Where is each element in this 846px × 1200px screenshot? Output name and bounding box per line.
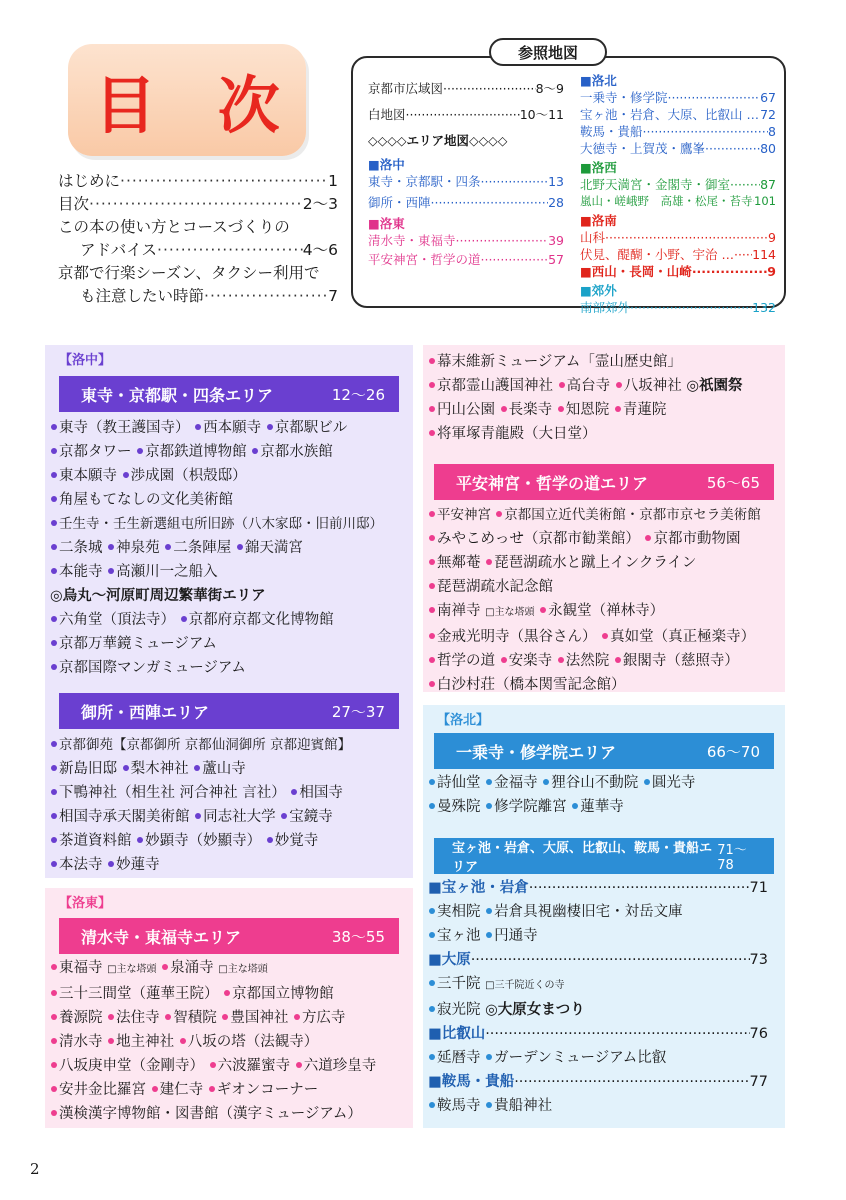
area-bar-toji[interactable] bbox=[59, 376, 399, 412]
area-name: 清水寺・東福寺エリア bbox=[81, 927, 242, 947]
area-items-heian bbox=[428, 503, 784, 697]
page-title: 目 次 bbox=[94, 68, 300, 142]
list-item: 本法寺 妙蓮寺 bbox=[50, 853, 410, 877]
ref-item[interactable]: 平安神宮・哲学の道 ····· 57 bbox=[368, 251, 564, 268]
list-item: 新島旧邸 梨木神社 蘆山寺 bbox=[50, 757, 410, 781]
ref-item[interactable]: 御所・西陣 ····· 28 bbox=[368, 194, 564, 211]
list-item: 下鴨神社（相生社 河合神社 言社） 相国寺 bbox=[50, 781, 410, 805]
list-item: 三十三間堂（蓮華王院） 京都国立博物館 bbox=[50, 982, 410, 1006]
ref-item[interactable]: 北野天満宮・金閣寺・御室 ····· 87 bbox=[580, 176, 776, 193]
ref-item[interactable]: 山科 ····· 9 bbox=[580, 229, 776, 246]
list-item: 三千院 □三千院近くの寺 bbox=[428, 972, 768, 998]
area-range: 38～55 bbox=[331, 927, 385, 946]
list-item: 白沙村荘（橋本関雪記念館） bbox=[428, 673, 784, 697]
area-items-takaragaike bbox=[428, 876, 768, 1118]
area-items-gosho bbox=[50, 733, 410, 877]
area-bar-gosho[interactable] bbox=[59, 693, 399, 729]
subarea-heading[interactable]: ■宝ヶ池・岩倉 ····· 71 bbox=[428, 876, 768, 900]
list-item: 養源院 法住寺 智積院 豊国神社 方広寺 bbox=[50, 1006, 410, 1030]
list-item: 二条城 神泉苑 二条陣屋 錦天満宮 bbox=[50, 536, 410, 560]
list-item: 平安神宮 京都国立近代美術館・京都市京セラ美術館 bbox=[428, 503, 784, 527]
ref-item[interactable]: 一乗寺・修学院 ····· 67 bbox=[580, 89, 776, 106]
ref-item[interactable]: 大徳寺・上賀茂・鷹峯 ····· 80 bbox=[580, 140, 776, 157]
area-bar-takaragaike[interactable] bbox=[434, 838, 774, 874]
list-item: 京都タワー 京都鉄道博物館 京都水族館 bbox=[50, 440, 410, 464]
area-bar-heian[interactable] bbox=[434, 464, 774, 500]
toc-item[interactable]: アドバイス ····· 4～6 bbox=[58, 239, 338, 262]
ref-item[interactable]: 宝ヶ池・岩倉、大原、比叡山 … ····· 72 bbox=[580, 106, 776, 123]
area-bar-kiyomizu[interactable] bbox=[59, 918, 399, 954]
ref-item[interactable]: 東寺・京都駅・四条 ····· 13 bbox=[368, 173, 564, 190]
area-range: 56～65 bbox=[706, 473, 760, 492]
page-number: 2 bbox=[30, 1160, 40, 1178]
list-item: 実相院 岩倉具視幽棲旧宅・対岳文庫 bbox=[428, 900, 768, 924]
ref-item[interactable]: 清水寺・東福寺 ····· 39 bbox=[368, 232, 564, 249]
region-label: 【洛東】 bbox=[59, 896, 112, 911]
list-item: 京都国際マンガミュージアム bbox=[50, 656, 410, 680]
list-item: 琵琶湖疏水記念館 bbox=[428, 575, 784, 599]
list-item: 東寺（教王護国寺） 西本願寺 京都駅ビル bbox=[50, 416, 410, 440]
subarea-heading[interactable]: ■大原 ····· 73 bbox=[428, 948, 768, 972]
area-range: 12～26 bbox=[331, 385, 385, 404]
list-item: 八坂庚申堂（金剛寺） 六波羅蜜寺 六道珍皇寺 bbox=[50, 1054, 410, 1078]
region-label: 【洛北】 bbox=[437, 713, 490, 728]
ref-item[interactable]: 南部郊外 ····· 132 bbox=[580, 299, 776, 316]
list-item: 幕末維新ミュージアム「霊山歴史館」 bbox=[428, 350, 784, 374]
ref-item[interactable]: 京都市広域図 ····· 8～9 bbox=[368, 80, 564, 97]
list-item: 宝ヶ池 円通寺 bbox=[428, 924, 768, 948]
list-item: 角屋もてなしの文化美術館 bbox=[50, 488, 410, 512]
area-name: 東寺・京都駅・四条エリア bbox=[81, 385, 274, 405]
list-item: 清水寺 地主神社 八坂の塔（法観寺） bbox=[50, 1030, 410, 1054]
toc-item[interactable]: はじめに ····· 1 bbox=[58, 170, 338, 193]
area-name: 御所・西陣エリア bbox=[81, 702, 210, 722]
list-item: 東本願寺 渉成園（枳殻邸） bbox=[50, 464, 410, 488]
reference-map-left bbox=[368, 80, 564, 268]
toc-list bbox=[58, 170, 338, 308]
ref-item[interactable]: ■西山・長岡・山崎 ····· 9 bbox=[580, 263, 776, 280]
list-item: 東福寺 □主な塔頭 泉涌寺 □主な塔頭 bbox=[50, 956, 410, 982]
area-items-ichijoji bbox=[428, 771, 784, 819]
ref-item[interactable]: 白地図 ····· 10～11 bbox=[368, 106, 564, 123]
ref-item[interactable]: 嵐山・嵯峨野 高雄・松尾・苔寺 ····· 101 bbox=[580, 193, 776, 210]
ref-region-rakusai: ■洛西 bbox=[580, 160, 617, 175]
list-item: 将軍塚青龍殿（大日堂） bbox=[428, 422, 784, 446]
area-name: 宝ヶ池・岩倉、大原、比叡山、鞍馬・貴船エリア bbox=[452, 841, 713, 875]
region-label: 【洛中】 bbox=[59, 353, 112, 368]
ref-region-rakuchu: ■洛中 bbox=[368, 157, 405, 172]
list-item: 哲学の道 安楽寺 法然院 銀閣寺（慈照寺） bbox=[428, 649, 784, 673]
toc-item[interactable]: 目次 ····· 2～3 bbox=[58, 193, 338, 216]
list-item: 六角堂（頂法寺） 京都府京都文化博物館 bbox=[50, 608, 410, 632]
area-range: 27～37 bbox=[331, 702, 385, 721]
area-items-toji bbox=[50, 416, 410, 680]
list-item: 延暦寺 ガーデンミュージアム比叡 bbox=[428, 1046, 768, 1070]
subarea-heading[interactable]: ■比叡山 ····· 76 bbox=[428, 1022, 768, 1046]
subarea-heading[interactable]: ■鞍馬・貴船 ····· 77 bbox=[428, 1070, 768, 1094]
area-range: 66～70 bbox=[706, 742, 760, 761]
list-item: 円山公園 長楽寺 知恩院 青蓮院 bbox=[428, 398, 784, 422]
list-item: 京都霊山護国神社 高台寺 八坂神社 ◎祇園祭 bbox=[428, 374, 784, 398]
list-item: 相国寺承天閣美術館 同志社大学 宝鏡寺 bbox=[50, 805, 410, 829]
ref-region-rakuto: ■洛東 bbox=[368, 216, 405, 231]
area-name: 一乗寺・修学院エリア bbox=[456, 742, 617, 762]
toc-item[interactable]: も注意したい時節 ····· 7 bbox=[58, 285, 338, 308]
area-items-kiyomizu bbox=[50, 956, 410, 1126]
ref-region-rakuhoku: ■洛北 bbox=[580, 73, 617, 88]
area-items-kiyomizu-cont bbox=[428, 350, 784, 446]
ref-item[interactable]: 鞍馬・貴船 ····· 8 bbox=[580, 123, 776, 140]
list-item: 京都御苑【京都御所 京都仙洞御所 京都迎賓館】 bbox=[50, 733, 410, 757]
list-item: 曼殊院 修学院離宮 蓮華寺 bbox=[428, 795, 784, 819]
area-map-header: ◇◇◇◇エリア地図◇◇◇◇ bbox=[368, 133, 508, 148]
list-item: 茶道資料館 妙顕寺（妙顯寺） 妙覚寺 bbox=[50, 829, 410, 853]
area-range: 71～78 bbox=[717, 843, 747, 873]
ref-item[interactable]: 伏見、醍醐・小野、宇治 … ····· 114 bbox=[580, 246, 776, 263]
list-item: 南禅寺 □主な塔頭 永観堂（禅林寺） bbox=[428, 599, 784, 625]
ref-region-rakunan: ■洛南 bbox=[580, 213, 617, 228]
list-item: 無鄰菴 琵琶湖疏水と蹴上インクライン bbox=[428, 551, 784, 575]
list-item: 本能寺 高瀬川一之船入 bbox=[50, 560, 410, 584]
list-item: 壬生寺・壬生新選組屯所旧跡（八木家邸・旧前川邸） bbox=[50, 512, 410, 536]
list-item: 安井金比羅宮 建仁寺 ギオンコーナー bbox=[50, 1078, 410, 1102]
list-item: 漢検漢字博物館・図書館（漢字ミュージアム） bbox=[50, 1102, 410, 1126]
area-name: 平安神宮・哲学の道エリア bbox=[456, 473, 649, 493]
list-item: 鞍馬寺 貴船神社 bbox=[428, 1094, 768, 1118]
toc-item[interactable]: この本の使い方とコースづくりの bbox=[58, 218, 290, 236]
title-box bbox=[68, 44, 306, 156]
ref-region-kougai: ■郊外 bbox=[580, 283, 617, 298]
reference-map-right bbox=[580, 72, 776, 316]
list-item: 京都万華鏡ミュージアム bbox=[50, 632, 410, 656]
special-area: ◎烏丸～河原町周辺繁華街エリア bbox=[50, 588, 266, 604]
area-bar-ichijoji[interactable] bbox=[434, 733, 774, 769]
toc-item[interactable]: 京都で行楽シーズン、タクシー利用で bbox=[58, 264, 320, 282]
list-item: 寂光院 ◎大原女まつり bbox=[428, 998, 768, 1022]
list-item: みやこめっせ（京都市勧業館） 京都市動物園 bbox=[428, 527, 784, 551]
list-item: 金戒光明寺（黒谷さん） 真如堂（真正極楽寺） bbox=[428, 625, 784, 649]
list-item: 詩仙堂 金福寺 狸谷山不動院 圓光寺 bbox=[428, 771, 784, 795]
reference-map-title: 参照地図 bbox=[489, 38, 607, 66]
